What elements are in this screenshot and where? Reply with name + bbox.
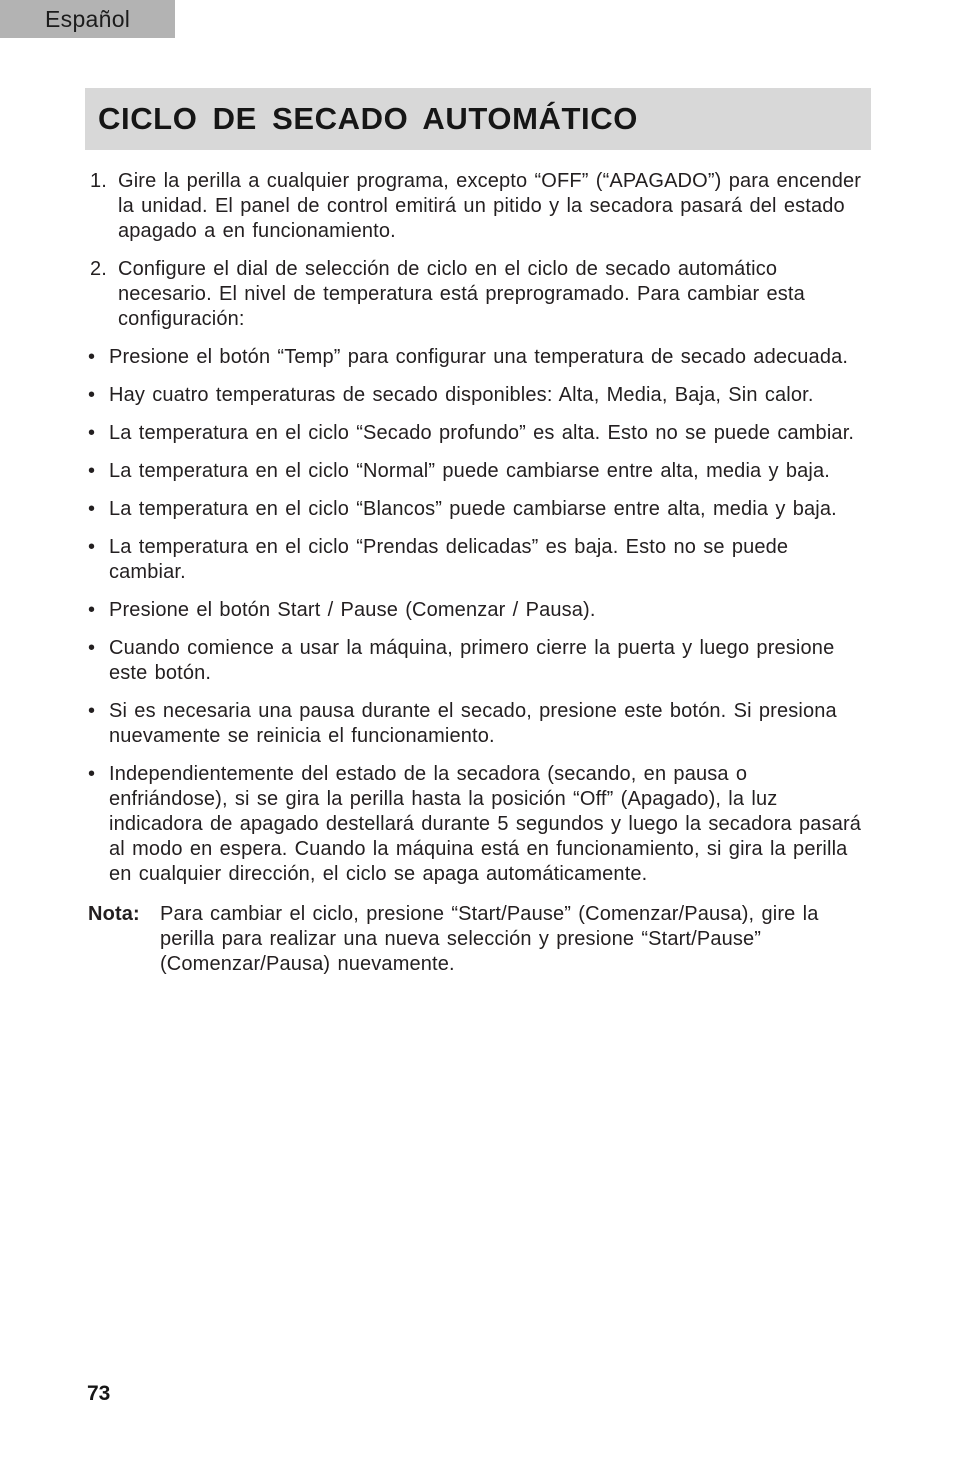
step-number: 1.	[90, 170, 107, 192]
list-item	[85, 497, 871, 522]
list-item	[85, 762, 871, 887]
bullet-text: Cuando comience a usar la máquina, primero cierre la puerta y luego presione este botón.	[109, 637, 835, 684]
list-item	[85, 535, 871, 585]
bullet-text: Independientemente del estado de la secadora (secando, en pausa o enfriándose), si se gira la perilla hasta la posición “Off” (Apagado), la luz indicadora de apagado destellará durante 5 segundos y luego la secadora pasará al modo en espera. Cuando la máquina está en funcionamiento, si gira la perilla en cualquier dirección, el ciclo se apaga automáticamente.	[109, 763, 862, 885]
bullet-marker: •	[88, 599, 96, 621]
bullet-text: La temperatura en el ciclo “Blancos” puede cambiarse entre alta, media y baja.	[109, 498, 837, 520]
language-tab	[0, 0, 175, 38]
note-text: Para cambiar el ciclo, presione “Start/Pause” (Comenzar/Pausa), gire la perilla para realizar una nueva selección y presione “Start/Pause” (Comenzar/Pausa) nuevamente.	[160, 903, 819, 975]
bullet-marker: •	[88, 700, 96, 722]
list-item	[85, 598, 871, 623]
list-item	[85, 345, 871, 370]
step-text: Gire la perilla a cualquier programa, excepto “OFF” (“APAGADO”) para encender la unidad. El panel de control emitirá un pitido y la secadora pasará del estado apagado a en funcionamiento.	[118, 170, 862, 242]
section-title-bar	[85, 88, 871, 150]
bullet-text: La temperatura en el ciclo “Prendas delicadas” es baja. Esto no se puede cambiar.	[109, 536, 789, 583]
bullet-text: La temperatura en el ciclo “Secado profundo” es alta. Esto no se puede cambiar.	[109, 422, 855, 444]
step-number: 2.	[90, 258, 107, 280]
bullet-marker: •	[88, 460, 96, 482]
document-body	[85, 169, 871, 977]
page-content	[85, 88, 871, 977]
section-title: CICLO DE SECADO AUTOMÁTICO	[98, 101, 638, 136]
bullet-marker: •	[88, 422, 96, 444]
language-tab-label: Español	[45, 5, 131, 32]
list-item	[85, 383, 871, 408]
bullet-marker: •	[88, 346, 96, 368]
page-number: 73	[87, 1382, 111, 1405]
note-block	[85, 902, 871, 977]
bullet-text: Presione el botón “Temp” para configurar una temperatura de secado adecuada.	[109, 346, 849, 368]
list-item	[85, 421, 871, 446]
bullet-marker: •	[88, 763, 96, 785]
bullet-marker: •	[88, 498, 96, 520]
bullet-text: Hay cuatro temperaturas de secado disponibles: Alta, Media, Baja, Sin calor.	[109, 384, 814, 406]
list-item	[85, 636, 871, 686]
step-text: Configure el dial de selección de ciclo en el ciclo de secado automático necesario. El nivel de temperatura está preprogramado. Para cambiar esta configuración:	[118, 258, 805, 330]
bullet-marker: •	[88, 384, 96, 406]
bullet-text: La temperatura en el ciclo “Normal” puede cambiarse entre alta, media y baja.	[109, 460, 831, 482]
note-label: Nota:	[88, 903, 140, 925]
numbered-step	[85, 169, 871, 244]
list-item	[85, 699, 871, 749]
bullet-text: Presione el botón Start / Pause (Comenzar / Pausa).	[109, 599, 596, 621]
bullet-marker: •	[88, 637, 96, 659]
bullet-marker: •	[88, 536, 96, 558]
bullet-text: Si es necesaria una pausa durante el secado, presione este botón. Si presiona nuevamente se reinicia el funcionamiento.	[109, 700, 837, 747]
numbered-step	[85, 257, 871, 332]
list-item	[85, 459, 871, 484]
